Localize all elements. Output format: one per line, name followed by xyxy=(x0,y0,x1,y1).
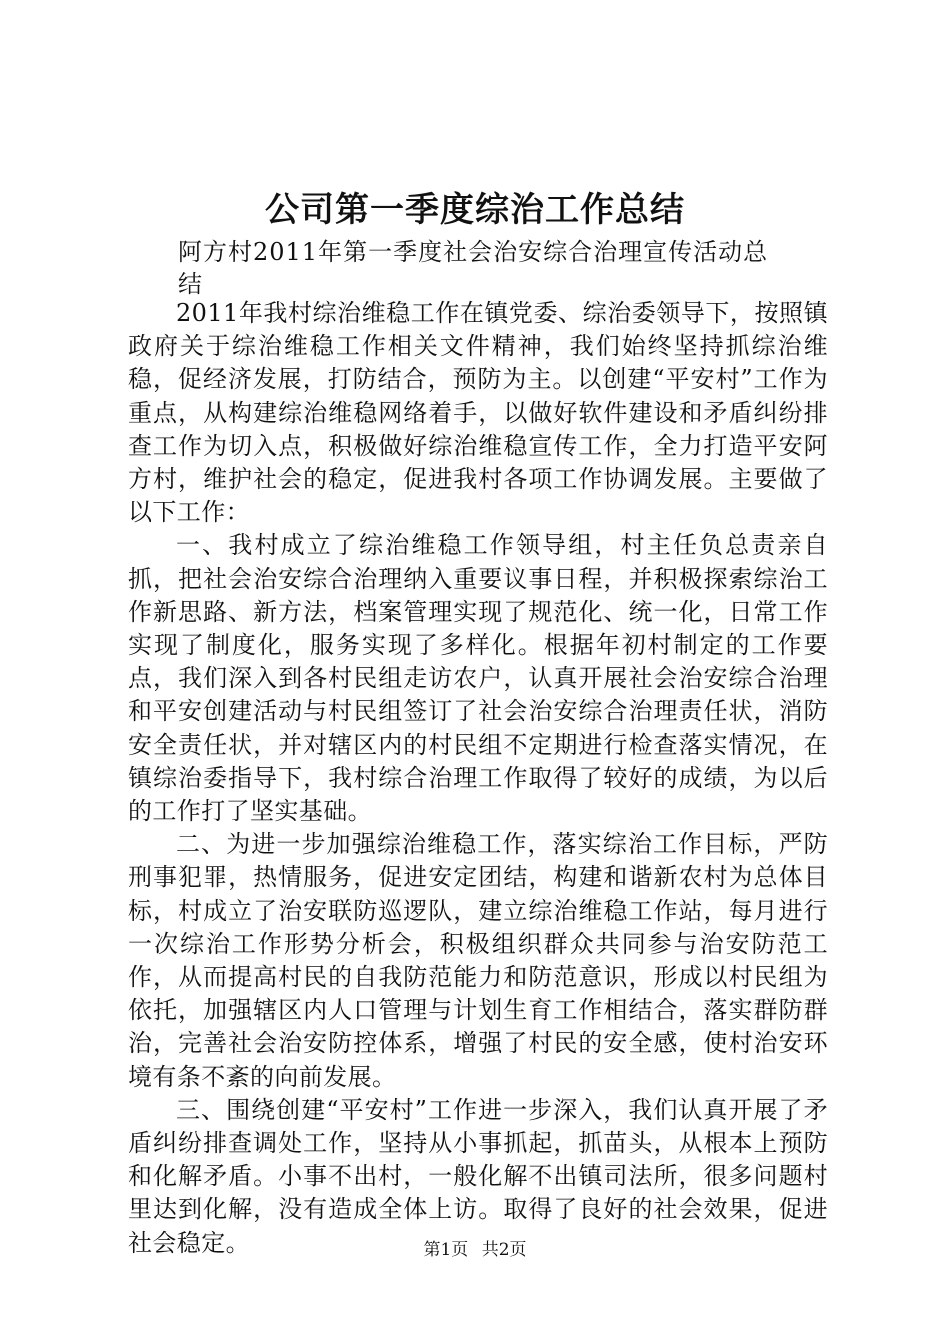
paragraph-intro: 2011年我村综治维稳工作在镇党委、综治委领导下，按照镇政府关于综治维稳工作相关文件精神，我们始终坚持抓综治维稳，促经济发展，打防结合，预防为主。以创建“平安村”工作为重点，从构建综治维稳网络着手，以做好软件建设和矛盾纠纷排查工作为切入点，积极做好综治维稳宣传工作，全力打造平安阿方村，维护社会的稳定，促进我村各项工作协调发展。主要做了以下工作： xyxy=(128,299,828,527)
paragraph-three: 三、围绕创建“平安村”工作进一步深入，我们认真开展了矛盾纠纷排查调处工作，坚持从小事抓起，抓苗头，从根本上预防和化解矛盾。小事不出村，一般化解不出镇司法所，很多问题村里达到化解，没有造成全体上访。取得了良好的社会效果，促进社会稳定。 xyxy=(128,1095,828,1257)
page-total: 共2页 xyxy=(481,1240,527,1260)
document-title: 公司第一季度综治工作总结 xyxy=(265,190,685,230)
document-body xyxy=(128,297,828,1260)
page-number: 第1页 xyxy=(423,1240,469,1260)
page-footer xyxy=(0,1238,950,1262)
paragraph-one: 一、我村成立了综治维稳工作领导组，村主任负总责亲自抓，把社会治安综合治理纳入重要议事日程，并积极探索综治工作新思路、新方法，档案管理实现了规范化、统一化，日常工作实现了制度化，服务实现了多样化。根据年初村制定的工作要点，我们深入到各村民组走访农户，认真开展社会治安综合治理和平安创建活动与村民组签订了社会治安综合治理责任状，消防安全责任状，并对辖区内的村民组不定期进行检查落实情况，在镇综治委指导下，我村综合治理工作取得了较好的成绩，为以后的工作打了坚实基础。 xyxy=(128,531,828,826)
paragraph-two: 二、为进一步加强综治维稳工作，落实综治工作目标，严防刑事犯罪，热情服务，促进安定团结，构建和谐新农村为总体目标，村成立了治安联防巡逻队，建立综治维稳工作站，每月进行一次综治工作形势分析会，积极组织群众共同参与治安防范工作，从而提高村民的自我防范能力和防范意识，形成以村民组为依托，加强辖区内人口管理与计划生育工作相结合，落实群防群治，完善社会治安防控体系，增强了村民的安全感，使村治安环境有条不紊的向前发展。 xyxy=(128,830,828,1091)
document-subtitle: 阿方村2011年第一季度社会治安综合治理宣传活动总结 xyxy=(178,238,769,298)
